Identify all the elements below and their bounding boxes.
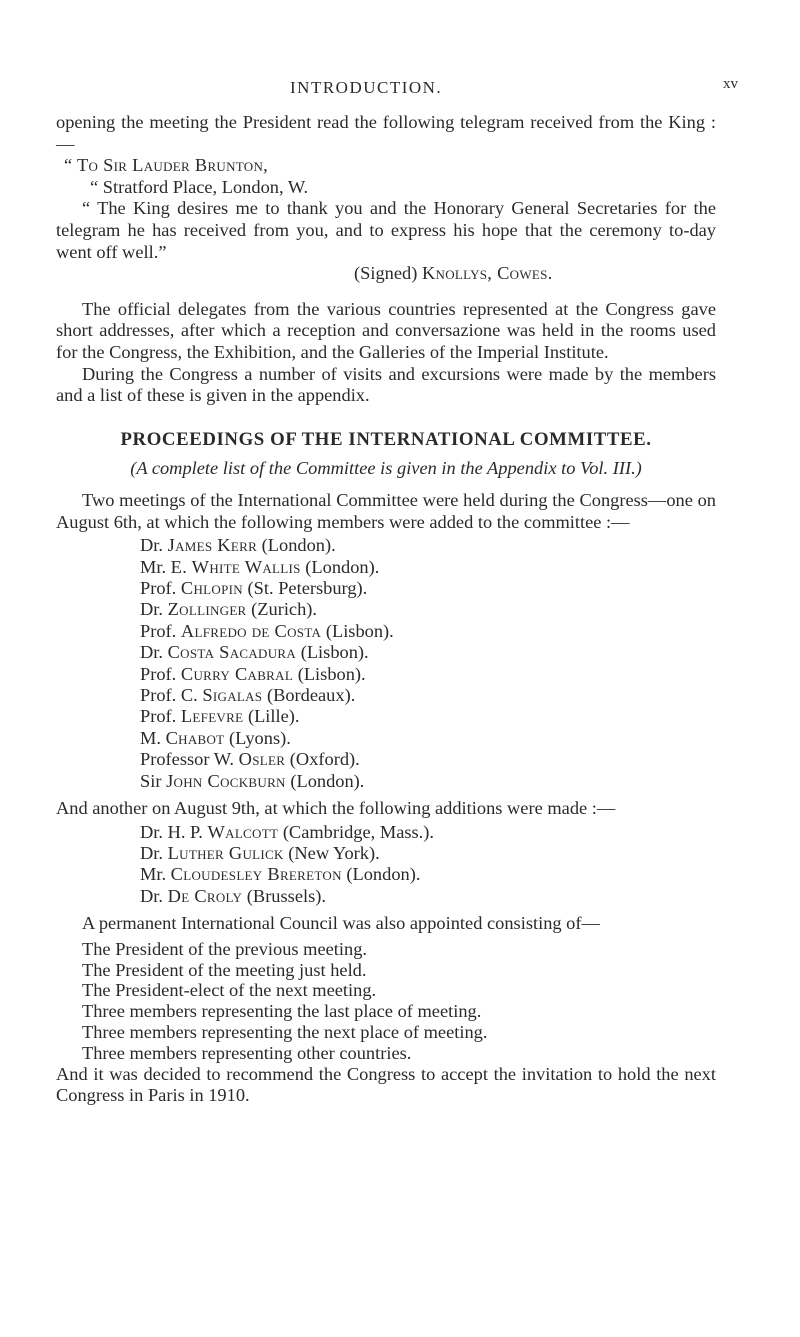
member-place: (Brussels). <box>246 885 326 906</box>
committee-member <box>140 578 716 599</box>
committee-member <box>140 843 716 864</box>
member-name: Chabot <box>165 727 225 748</box>
member-place: (Lisbon). <box>297 663 366 684</box>
council-item: Three members representing the last place of meeting. <box>82 1001 482 1022</box>
member-title: Mr. <box>140 864 167 885</box>
member-list-aug9 <box>56 822 716 908</box>
member-place: (Oxford). <box>289 749 360 770</box>
council-item: Three members representing the next place of meeting. <box>82 1021 488 1042</box>
member-place: (Lisbon). <box>300 642 369 663</box>
aug9-paragraph: And another on August 9th, at which the following additions were made :— <box>56 797 616 818</box>
member-title: Dr. <box>140 599 163 620</box>
member-place: (Cambridge, Mass.). <box>282 821 434 842</box>
committee-member <box>140 706 716 727</box>
member-title: Dr. <box>140 535 163 556</box>
member-place: (Lisbon). <box>325 620 394 641</box>
member-title: Professor W. <box>140 749 234 770</box>
member-place: (St. Petersburg). <box>247 577 368 598</box>
meetings-paragraph: Two meetings of the International Committee were held during the Congress—one on August 6th, at which the following members were added to the committee :— <box>56 489 716 532</box>
member-place: (Zurich). <box>251 599 318 620</box>
member-name: Costa Sacadura <box>167 642 297 663</box>
council-item: Three members representing other countries. <box>82 1042 412 1063</box>
committee-member <box>140 771 716 792</box>
council-paragraph: A permanent International Council was also appointed consisting of— <box>82 913 600 934</box>
visits-paragraph: During the Congress a number of visits and excursions were made by the members and a list of these is given in the appendix. <box>56 363 716 406</box>
council-list <box>56 939 716 1064</box>
telegram-block <box>56 155 716 285</box>
committee-member <box>140 864 716 885</box>
member-place: (New York). <box>288 842 380 863</box>
member-place: (London). <box>290 770 365 791</box>
member-place: (London). <box>305 556 380 577</box>
member-title: M. <box>140 727 161 748</box>
member-place: (Lyons). <box>229 727 291 748</box>
member-title: Dr. <box>140 642 163 663</box>
telegram-signature: (Signed) Knollys, Cowes. <box>354 263 553 284</box>
telegram-addressee: “ To Sir Lauder Brunton, <box>64 155 269 176</box>
member-title: Dr. <box>140 885 163 906</box>
member-title: Prof. <box>140 663 177 684</box>
telegram-address: “ Stratford Place, London, W. <box>90 176 309 197</box>
member-name: John Cockburn <box>166 770 286 791</box>
member-name: Zollinger <box>167 599 247 620</box>
committee-member <box>140 728 716 749</box>
member-list-aug6 <box>56 535 716 792</box>
committee-member <box>140 599 716 620</box>
council-item: The President of the previous meeting. <box>82 938 367 959</box>
section-heading: PROCEEDINGS OF THE INTERNATIONAL COMMITTEE. <box>120 428 652 450</box>
member-name: Alfredo de Costa <box>180 620 322 641</box>
member-name: James Kerr <box>167 535 258 556</box>
member-title: Sir <box>140 770 162 791</box>
committee-member <box>140 685 716 706</box>
member-name: Cloudesley Brereton <box>170 864 342 885</box>
member-title: Prof. <box>140 577 177 598</box>
member-name: De Croly <box>167 885 243 906</box>
committee-member <box>140 621 716 642</box>
council-item: The President of the meeting just held. <box>82 959 367 980</box>
member-place: (London). <box>346 864 421 885</box>
member-place: (Bordeaux). <box>266 684 356 705</box>
committee-member <box>140 886 716 907</box>
member-name: Osler <box>238 749 286 770</box>
committee-member <box>140 822 716 843</box>
section-note: (A complete list of the Committee is given in the Appendix to Vol. III.) <box>130 458 642 479</box>
council-item: The President-elect of the next meeting. <box>82 980 377 1001</box>
member-name: Walcott <box>207 821 279 842</box>
telegram-message: “ The King desires me to thank you and the Honorary General Secretaries for the telegram he has received from you, and to express his hope that the ceremony to-day went off well.” <box>56 198 716 262</box>
member-place: (London). <box>261 535 336 556</box>
member-name: Curry Cabral <box>180 663 294 684</box>
member-name: Sigalas <box>202 684 263 705</box>
member-name: E. White Wallis <box>170 556 301 577</box>
body-text <box>56 112 716 1107</box>
member-title: Mr. <box>140 556 167 577</box>
member-place: (Lille). <box>247 706 300 727</box>
committee-member <box>140 642 716 663</box>
member-name: Luther Gulick <box>167 842 284 863</box>
page-number: xv <box>723 76 738 92</box>
delegates-paragraph: The official delegates from the various countries represented at the Congress gave short addresses, after which a reception and conversazione was held in the rooms used for the Congress, the Exhibition, and the Galleries of the Imperial Institute. <box>56 298 716 362</box>
member-title: Prof. <box>140 706 177 727</box>
committee-member <box>140 535 716 556</box>
committee-member <box>140 749 716 770</box>
committee-member <box>140 557 716 578</box>
member-name: Lefevre <box>180 706 244 727</box>
page-header <box>0 78 800 102</box>
member-title: Prof. C. <box>140 684 198 705</box>
running-head: INTRODUCTION. <box>290 78 443 97</box>
member-title: Prof. <box>140 620 177 641</box>
paris-paragraph: And it was decided to recommend the Congress to accept the invitation to hold the next Congress in Paris in 1910. <box>56 1063 716 1106</box>
committee-member <box>140 664 716 685</box>
member-title: Dr. H. P. <box>140 821 203 842</box>
member-name: Chlopin <box>180 577 243 598</box>
opening-paragraph: opening the meeting the President read the following telegram received from the King :— <box>56 112 716 154</box>
member-title: Dr. <box>140 842 163 863</box>
